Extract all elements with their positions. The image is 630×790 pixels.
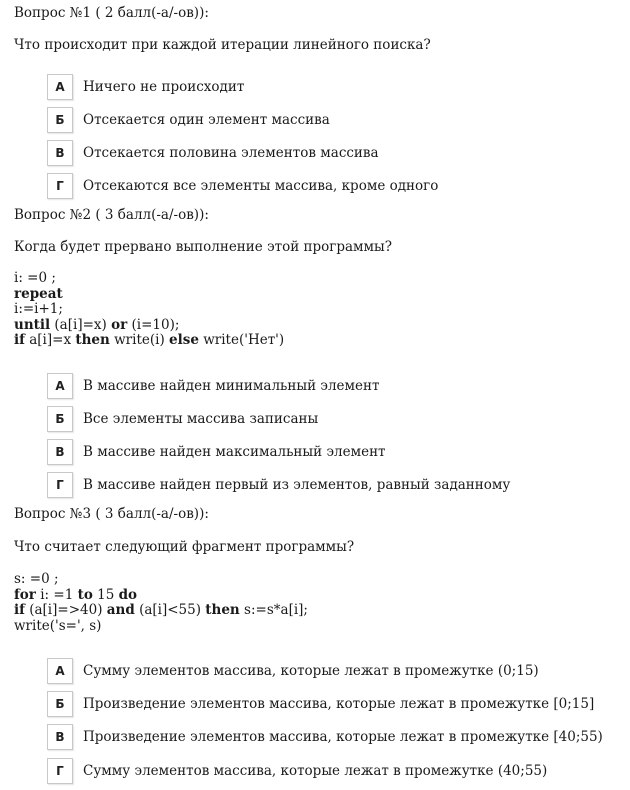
question-3-code bbox=[14, 572, 308, 634]
option-label: Сумму элементов массива, которые лежат в промежутке (0;15) bbox=[83, 663, 539, 679]
option-label: В массиве найден первый из элементов, равный заданному bbox=[83, 477, 511, 493]
code-line bbox=[14, 572, 308, 588]
option-label: Ничего не происходит bbox=[83, 79, 245, 95]
code-text: i: =0 ; bbox=[14, 270, 56, 286]
option-letter-badge[interactable]: Г bbox=[47, 173, 73, 199]
option-label: Отсекается половина элементов массива bbox=[83, 145, 379, 161]
question-2-header: Вопрос №2 ( 3 балл(-а/-ов)): bbox=[14, 207, 209, 223]
question-1-option-d[interactable] bbox=[47, 172, 438, 200]
code-keyword: until bbox=[14, 316, 51, 333]
code-text: write(i) bbox=[109, 332, 170, 348]
code-text: 15 bbox=[92, 586, 119, 603]
option-label: Произведение элементов массива, которые лежат в промежутке [40;55) bbox=[83, 729, 603, 745]
option-label: Отсекаются все элементы массива, кроме одного bbox=[83, 178, 439, 194]
question-1-option-b[interactable] bbox=[47, 106, 330, 134]
code-text: i: =1 bbox=[35, 586, 78, 603]
code-keyword: if bbox=[14, 602, 25, 618]
code-keyword: to bbox=[77, 586, 93, 603]
code-text: s:=s*a[i]; bbox=[239, 602, 308, 618]
code-line bbox=[14, 318, 284, 334]
code-keyword: and bbox=[106, 602, 135, 618]
code-text: i:=i+1; bbox=[14, 301, 63, 317]
question-2-option-a[interactable] bbox=[47, 372, 379, 400]
question-2-code bbox=[14, 271, 284, 349]
code-text: (a[i]=>40) bbox=[24, 602, 107, 618]
option-letter-badge[interactable]: Б bbox=[47, 107, 73, 133]
code-line bbox=[14, 271, 284, 287]
code-keyword: or bbox=[111, 316, 128, 333]
code-text: s: =0 ; bbox=[14, 571, 59, 587]
option-label: Произведение элементов массива, которые лежат в промежутке [0;15] bbox=[83, 696, 595, 712]
question-3-option-b[interactable] bbox=[47, 690, 594, 718]
code-text: write('Нет') bbox=[198, 332, 285, 348]
question-1-text: Что происходит при каждой итерации линейного поиска? bbox=[14, 37, 431, 53]
option-letter-badge[interactable]: А bbox=[47, 658, 73, 684]
option-letter-badge[interactable]: Б bbox=[47, 406, 73, 432]
question-1-header: Вопрос №1 ( 2 балл(-а/-ов)): bbox=[14, 5, 209, 21]
code-keyword: repeat bbox=[14, 285, 63, 302]
option-letter-badge[interactable]: А bbox=[47, 74, 73, 100]
option-letter-badge[interactable]: В bbox=[47, 724, 73, 750]
option-label: Отсекается один элемент массива bbox=[83, 112, 330, 128]
code-line bbox=[14, 588, 308, 604]
question-1-option-a[interactable] bbox=[47, 73, 244, 101]
option-label: В массиве найден максимальный элемент bbox=[83, 444, 386, 460]
code-text: a[i]=x bbox=[24, 332, 76, 348]
code-line bbox=[14, 302, 284, 318]
question-3-option-c[interactable] bbox=[47, 723, 603, 751]
code-text: (a[i]<55) bbox=[134, 602, 206, 618]
question-3-option-d[interactable] bbox=[47, 757, 547, 785]
option-letter-badge[interactable]: Г bbox=[47, 758, 73, 784]
question-2-text: Когда будет прервано выполнение этой программы? bbox=[14, 239, 393, 255]
option-letter-badge[interactable]: В bbox=[47, 439, 73, 465]
code-text: (a[i]=x) bbox=[50, 316, 112, 333]
question-2-option-c[interactable] bbox=[47, 438, 386, 466]
option-letter-badge[interactable]: В bbox=[47, 140, 73, 166]
option-letter-badge[interactable]: Б bbox=[47, 691, 73, 717]
code-line bbox=[14, 287, 284, 303]
code-keyword: then bbox=[205, 602, 240, 618]
code-keyword: then bbox=[75, 332, 110, 348]
code-keyword: else bbox=[169, 332, 199, 348]
code-line bbox=[14, 619, 308, 635]
code-keyword: if bbox=[14, 332, 25, 348]
code-keyword: for bbox=[14, 586, 36, 603]
option-letter-badge[interactable]: А bbox=[47, 373, 73, 399]
option-label: В массиве найден минимальный элемент bbox=[83, 378, 380, 394]
question-2-option-d[interactable] bbox=[47, 471, 510, 499]
option-label: Сумму элементов массива, которые лежат в промежутке (40;55) bbox=[83, 763, 548, 779]
option-label: Все элементы массива записаны bbox=[83, 411, 319, 427]
code-text: write('s=', s) bbox=[14, 617, 102, 634]
question-1-option-c[interactable] bbox=[47, 139, 379, 167]
question-2-option-b[interactable] bbox=[47, 405, 318, 433]
question-3-option-a[interactable] bbox=[47, 657, 539, 685]
question-3-header: Вопрос №3 ( 3 балл(-а/-ов)): bbox=[14, 506, 209, 522]
code-line bbox=[14, 333, 284, 349]
code-text: (i=10); bbox=[127, 316, 180, 333]
code-line bbox=[14, 603, 308, 619]
option-letter-badge[interactable]: Г bbox=[47, 472, 73, 498]
question-3-text: Что считает следующий фрагмент программы? bbox=[14, 539, 355, 555]
code-keyword: do bbox=[118, 586, 138, 603]
